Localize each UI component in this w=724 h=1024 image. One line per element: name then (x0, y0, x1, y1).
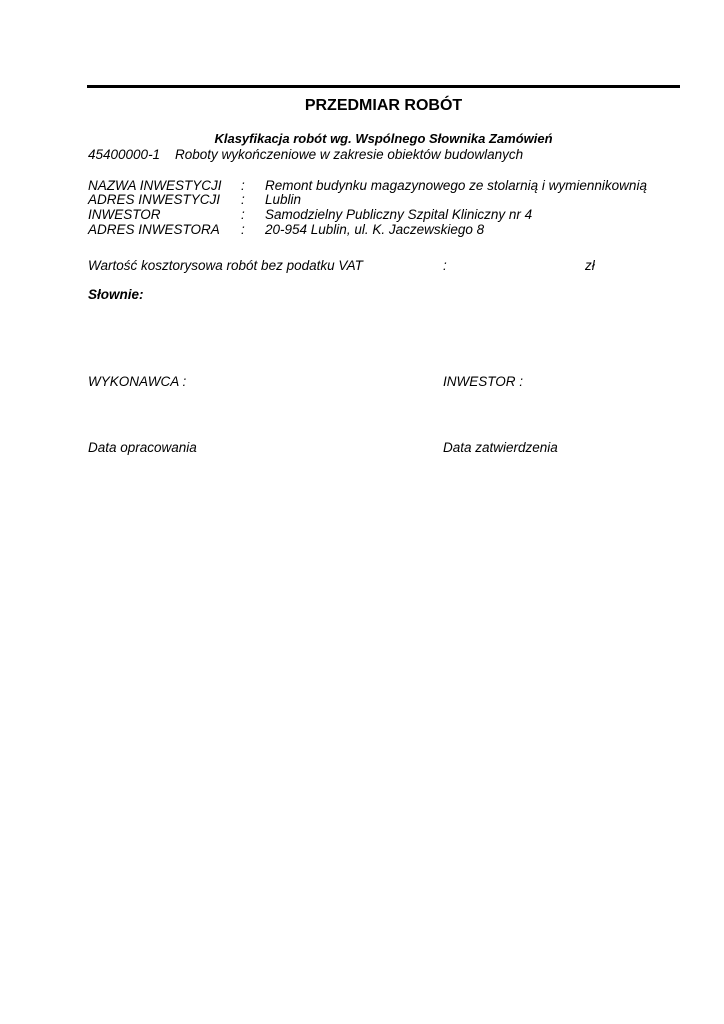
classification-code: 45400000-1 (88, 147, 161, 162)
investor-signature-label: INWESTOR : (443, 374, 524, 389)
investment-address-value: Lublin (265, 192, 302, 207)
investor-label: INWESTOR (88, 207, 161, 222)
investor-value: Samodzielny Publiczny Szpital Kliniczny nr 4 (265, 207, 533, 222)
investment-name-sep: : (241, 178, 245, 193)
contractor-signature-label: WYKONAWCA : (88, 374, 187, 389)
classification-heading: Klasyfikacja robót wg. Wspólnego Słownika Zamówień (214, 131, 553, 146)
cost-value-sep: : (443, 258, 447, 273)
top-rule (87, 85, 680, 88)
investor-address-sep: : (241, 222, 245, 237)
cost-value-label: Wartość kosztorysowa robót bez podatku VAT (88, 258, 363, 273)
classification-description: Roboty wykończeniowe w zakresie obiektów budowlanych (175, 147, 524, 162)
approved-date-label: Data zatwierdzenia (443, 440, 558, 455)
investor-sep: : (241, 207, 245, 222)
investment-name-label: NAZWA INWESTYCJI (88, 178, 222, 193)
investor-address-label: ADRES INWESTORA (88, 222, 220, 237)
cost-value-currency: zł (585, 258, 595, 273)
investment-address-sep: : (241, 192, 245, 207)
investment-address-label: ADRES INWESTYCJI (88, 192, 221, 207)
prepared-date-label: Data opracowania (88, 440, 197, 455)
page-title: PRZEDMIAR ROBÓT (304, 97, 463, 114)
slownie-label: Słownie: (88, 287, 144, 302)
investor-address-value: 20-954 Lublin, ul. K. Jaczewskiego 8 (265, 222, 485, 237)
investment-name-value: Remont budynku magazynowego ze stolarnią i wymiennikownią (265, 178, 647, 193)
